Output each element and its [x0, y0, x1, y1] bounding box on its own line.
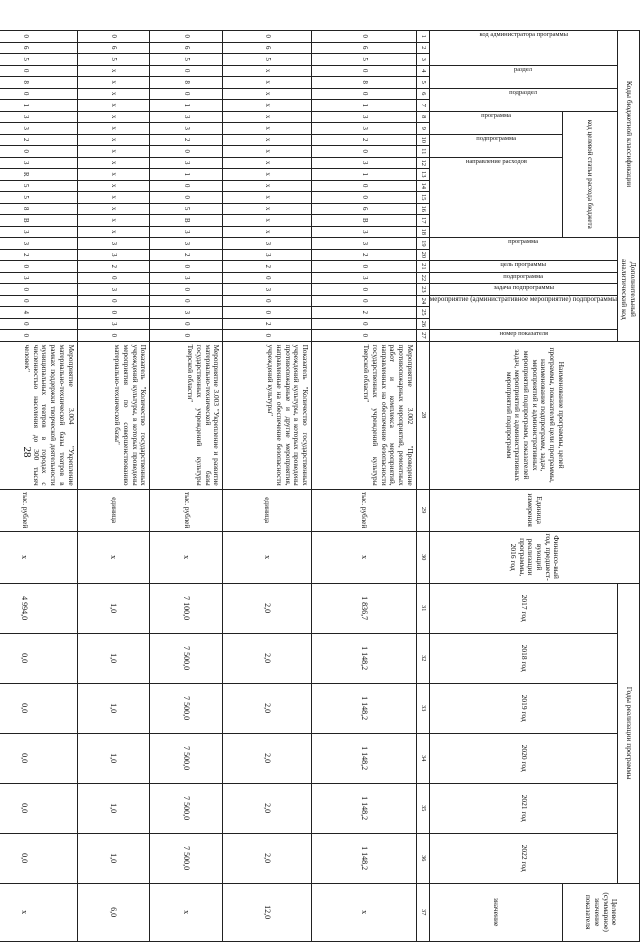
code-digit: 0 [312, 31, 417, 43]
code-digit: х [77, 169, 150, 181]
column-number: 3 [416, 54, 429, 66]
header-podprogramma2: подпрограмма [503, 272, 544, 280]
row-year-value: 1,0 [77, 833, 150, 883]
code-digit: 3 [150, 111, 223, 123]
column-number: 18 [416, 226, 429, 238]
column-number: 8 [416, 111, 429, 123]
row-year-value: 0,0 [0, 833, 77, 883]
code-digit: х [77, 157, 150, 169]
code-digit: 5 [0, 180, 77, 192]
code-digit: 3 [312, 111, 417, 123]
code-digit: 6 [312, 203, 417, 215]
code-digit: 0 [312, 261, 417, 273]
row-year-value: 7 100,0 [150, 583, 223, 633]
header-admin-code: код администратора программы [479, 31, 568, 38]
code-digit: 3 [150, 157, 223, 169]
year-2021: 2021 год [429, 783, 617, 833]
header-cel: цель программы [500, 261, 547, 269]
row-unit: единица [223, 489, 312, 531]
column-number: 1 [416, 31, 429, 43]
code-digit: 0 [77, 31, 150, 43]
code-digit: 2 [150, 249, 223, 261]
header-pokazatel: номер показателя [499, 330, 548, 338]
row-year-value: 0,0 [0, 683, 77, 733]
code-digit: 3 [150, 307, 223, 319]
table-row [150, 31, 223, 942]
column-number: 6 [416, 88, 429, 100]
header-program: программа [508, 238, 539, 246]
code-digit: 0 [150, 88, 223, 100]
year-2018: 2018 год [429, 633, 617, 683]
row-base-year: х [150, 531, 223, 583]
row-year-value: 1 148,2 [312, 783, 417, 833]
code-digit: х [223, 215, 312, 227]
year-2019: 2019 год [429, 683, 617, 733]
code-digit: 3 [223, 249, 312, 261]
code-digit: 3 [0, 123, 77, 135]
code-digit: 2 [0, 134, 77, 146]
code-digit: 6 [223, 42, 312, 54]
code-digit: 1 [150, 169, 223, 181]
code-digit: 8 [0, 77, 77, 89]
row-year-value: 1 148,2 [312, 833, 417, 883]
code-digit: х [223, 203, 312, 215]
code-digit: х [77, 88, 150, 100]
code-digit: R [0, 169, 77, 181]
code-digit: х [77, 65, 150, 77]
column-number: 26 [416, 318, 429, 330]
code-digit: 0 [312, 180, 417, 192]
row-target: х [312, 883, 417, 941]
header-years-group: Годы реализации программы [618, 583, 640, 883]
code-digit: х [223, 169, 312, 181]
column-number: 22 [416, 272, 429, 284]
code-digit: х [77, 100, 150, 112]
header-name-col: Наименование программы, целей программы, показателей цели программы, наименование подпрограмм, задач, мероприятий и административных мероприятий подпрограмм, показателей задач, мероприятий и административных мероприятий подпрограмм [429, 341, 639, 489]
column-number: 13 [416, 169, 429, 181]
table-row [223, 31, 312, 942]
column-number: 31 [416, 583, 429, 633]
code-digit: 3 [77, 238, 150, 250]
code-digit: х [223, 111, 312, 123]
code-digit: 0 [0, 318, 77, 330]
row-target: х [0, 883, 77, 941]
column-number: 15 [416, 192, 429, 204]
code-digit: 0 [0, 261, 77, 273]
code-digit: х [77, 77, 150, 89]
row-year-value: 0,0 [0, 633, 77, 683]
code-digit: 2 [77, 261, 150, 273]
code-digit: 0 [0, 31, 77, 43]
header-podrazdel: подраздел [509, 88, 538, 96]
column-number: 23 [416, 284, 429, 296]
code-digit: 0 [150, 192, 223, 204]
column-number: 17 [416, 215, 429, 227]
code-digit: 6 [312, 42, 417, 54]
code-digit: 3 [312, 238, 417, 250]
code-digit: 3 [150, 272, 223, 284]
code-digit: 1 [312, 169, 417, 181]
code-digit: 2 [312, 307, 417, 319]
code-digit: 8 [150, 77, 223, 89]
row-name: Показатель "Количество государственных учреждений культуры, в которых проведены мероприятия по совершенствованию материально-технической базы" [77, 341, 150, 489]
row-year-value: 7 500,0 [150, 633, 223, 683]
code-digit: 6 [150, 42, 223, 54]
code-digit: х [223, 134, 312, 146]
code-digit: 0 [150, 295, 223, 307]
code-digit: х [223, 123, 312, 135]
code-digit: 0 [312, 330, 417, 342]
code-digit: 1 [0, 100, 77, 112]
code-digit: х [223, 226, 312, 238]
code-digit: 0 [223, 330, 312, 342]
code-digit: 3 [0, 226, 77, 238]
code-digit: 3 [312, 226, 417, 238]
column-number: 12 [416, 157, 429, 169]
code-digit: 0 [223, 272, 312, 284]
header-analytic-group: Дополнительный аналитический код [618, 238, 640, 342]
code-digit: х [223, 146, 312, 158]
code-digit: 0 [312, 318, 417, 330]
code-digit: 5 [150, 203, 223, 215]
column-number: 20 [416, 249, 429, 261]
code-digit: х [223, 77, 312, 89]
code-digit: 6 [77, 42, 150, 54]
header-podprogramma: подпрограмма [476, 134, 516, 142]
row-year-value: 0,0 [0, 783, 77, 833]
code-digit: 3 [0, 272, 77, 284]
code-digit: 3 [77, 249, 150, 261]
row-name: Мероприятие 3.003 "Укрепление и развитие материально-технической базы государственных учреждений культуры Тверской области" [150, 341, 223, 489]
code-digit: 2 [223, 318, 312, 330]
row-year-value: 1 148,2 [312, 633, 417, 683]
column-number: 35 [416, 783, 429, 833]
column-number: 37 [416, 883, 429, 941]
code-digit: 0 [77, 330, 150, 342]
column-number: 36 [416, 833, 429, 883]
row-year-value: 1,0 [77, 733, 150, 783]
code-digit: 1 [150, 100, 223, 112]
row-base-year: х [0, 531, 77, 583]
code-digit: 0 [312, 146, 417, 158]
row-name: Мероприятие 3.002 "Проведение противопожарных мероприятий, ремонтных работ и комплекса мероприятий, направленных на обеспечение безопасности государственных учреждений культуры Тверской области" [312, 341, 417, 489]
code-digit: 0 [150, 31, 223, 43]
column-number: 11 [416, 146, 429, 158]
code-digit: 3 [0, 238, 77, 250]
code-digit: 0 [77, 307, 150, 319]
header-fin-year: Финансо-вый год, предшест-вующий реализации программы, 2016 год [429, 531, 639, 583]
header-napr-rashoda: направление расходов [465, 157, 527, 165]
code-digit: 3 [0, 111, 77, 123]
header-kcsr: код целевой статьи расхода бюджета [563, 111, 618, 238]
code-digit: 3 [0, 157, 77, 169]
column-number: 28 [416, 341, 429, 489]
row-year-value: 0,0 [0, 733, 77, 783]
code-digit: х [77, 111, 150, 123]
code-digit: 0 [312, 295, 417, 307]
code-digit: х [77, 134, 150, 146]
year-2022: 2022 год [429, 833, 617, 883]
code-digit: B [150, 215, 223, 227]
row-year-value: 2,0 [223, 783, 312, 833]
code-digit: 2 [312, 249, 417, 261]
row-year-value: 1 836,7 [312, 583, 417, 633]
code-digit: х [223, 192, 312, 204]
program-table [0, 30, 640, 942]
code-digit: 6 [0, 42, 77, 54]
row-year-value: 2,0 [223, 633, 312, 683]
table-sheet [20, 30, 640, 932]
code-digit: х [223, 157, 312, 169]
code-digit: B [312, 215, 417, 227]
header-zadacha: задача подпрограммы [493, 284, 554, 292]
column-number: 16 [416, 203, 429, 215]
code-digit: 0 [150, 284, 223, 296]
code-digit: х [223, 180, 312, 192]
code-digit: 8 [0, 203, 77, 215]
column-number: 24 [416, 295, 429, 307]
code-digit: 0 [223, 295, 312, 307]
column-numbers-row [416, 31, 429, 942]
code-digit: 3 [312, 157, 417, 169]
code-digit: 0 [77, 295, 150, 307]
code-digit: 3 [223, 238, 312, 250]
code-digit: х [223, 65, 312, 77]
row-name: Мероприятие 3.004 "Укрепление материально-технической базы театров в рамках поддержки творческой деятельности муниципальных театров в городах с численностью населения до 300 тысяч человек" [0, 341, 77, 489]
code-digit: 0 [150, 261, 223, 273]
table-row [0, 31, 77, 942]
row-year-value: 1 148,2 [312, 733, 417, 783]
row-year-value: 1,0 [77, 583, 150, 633]
code-digit: 0 [312, 284, 417, 296]
code-digit: 5 [223, 54, 312, 66]
row-year-value: 2,0 [223, 583, 312, 633]
column-number: 21 [416, 261, 429, 273]
row-year-value: 1,0 [77, 683, 150, 733]
code-digit: 5 [150, 54, 223, 66]
row-year-value: 1 148,2 [312, 683, 417, 733]
year-2017: 2017 год [429, 583, 617, 633]
code-digit: 3 [150, 226, 223, 238]
row-name: Показатель "Количество государственных учреждений культуры, в которых проведены противопожарные и другие мероприятия, направленные на обеспечение безопасности учреждений культуры" [223, 341, 312, 489]
code-digit: 0 [0, 146, 77, 158]
row-year-value: 2,0 [223, 733, 312, 783]
code-digit: х [77, 180, 150, 192]
table-row [312, 31, 417, 942]
code-digit: B [0, 215, 77, 227]
code-digit: х [77, 226, 150, 238]
column-number: 25 [416, 307, 429, 319]
column-number: 7 [416, 100, 429, 112]
table-row [77, 31, 150, 942]
row-year-value: 2,0 [223, 683, 312, 733]
column-number: 34 [416, 733, 429, 783]
code-digit: 3 [223, 284, 312, 296]
row-target: 12,0 [223, 883, 312, 941]
code-digit: 0 [150, 330, 223, 342]
row-year-value: 7 500,0 [150, 683, 223, 733]
code-digit: 3 [77, 284, 150, 296]
header-programma: программа [481, 111, 511, 119]
code-digit: 3 [150, 238, 223, 250]
column-number: 19 [416, 238, 429, 250]
header-znachenie: значение [429, 883, 562, 941]
code-digit: х [77, 192, 150, 204]
column-number: 4 [416, 65, 429, 77]
column-number: 32 [416, 633, 429, 683]
code-digit: 2 [223, 261, 312, 273]
row-year-value: 1,0 [77, 633, 150, 683]
header-razdel: раздел [514, 65, 533, 73]
code-digit: 0 [150, 318, 223, 330]
code-digit: 2 [0, 249, 77, 261]
code-digit: 0 [150, 180, 223, 192]
code-digit: 3 [312, 123, 417, 135]
code-digit: х [223, 100, 312, 112]
column-number: 5 [416, 77, 429, 89]
row-year-value: 7 500,0 [150, 733, 223, 783]
code-digit: х [77, 146, 150, 158]
code-digit: 2 [150, 134, 223, 146]
row-unit: тыс. рублей [0, 489, 77, 531]
row-year-value: 1,0 [77, 783, 150, 833]
row-base-year: х [223, 531, 312, 583]
code-digit: 0 [0, 330, 77, 342]
code-digit: 0 [223, 31, 312, 43]
code-digit: 5 [0, 54, 77, 66]
code-digit: 0 [0, 88, 77, 100]
code-digit: 5 [77, 54, 150, 66]
header-codes-group: Коды бюджетной классификации [618, 31, 640, 238]
row-year-value: 2,0 [223, 833, 312, 883]
column-number: 9 [416, 123, 429, 135]
code-digit: 0 [312, 192, 417, 204]
header-unit-col: Единица измерения [429, 489, 639, 531]
code-digit: 3 [150, 123, 223, 135]
column-number: 10 [416, 134, 429, 146]
code-digit: 2 [312, 134, 417, 146]
code-digit: х [77, 215, 150, 227]
code-digit: 3 [77, 318, 150, 330]
code-digit: 0 [150, 146, 223, 158]
code-digit: 8 [312, 77, 417, 89]
row-base-year: х [77, 531, 150, 583]
row-unit: тыс. рублей [150, 489, 223, 531]
code-digit: 0 [0, 65, 77, 77]
code-digit: 4 [0, 307, 77, 319]
row-year-value: 7 500,0 [150, 783, 223, 833]
code-digit: 3 [312, 272, 417, 284]
code-digit: х [77, 203, 150, 215]
column-number: 33 [416, 683, 429, 733]
column-number: 14 [416, 180, 429, 192]
row-target: х [150, 883, 223, 941]
code-digit: 0 [0, 284, 77, 296]
column-number: 2 [416, 42, 429, 54]
row-year-value: 7 500,0 [150, 833, 223, 883]
column-number: 27 [416, 330, 429, 342]
code-digit: 1 [312, 100, 417, 112]
year-2020: 2020 год [429, 733, 617, 783]
row-unit: единица [77, 489, 150, 531]
row-target: 6,0 [77, 883, 150, 941]
code-digit: 0 [0, 295, 77, 307]
header-target-group: Целевое (суммарное) значение показателя [563, 883, 640, 941]
code-digit: х [223, 88, 312, 100]
column-number: 30 [416, 531, 429, 583]
code-digit: 0 [223, 307, 312, 319]
code-digit: 5 [0, 192, 77, 204]
code-digit: 0 [150, 65, 223, 77]
column-number: 29 [416, 489, 429, 531]
code-digit: 0 [77, 272, 150, 284]
code-digit: 5 [312, 54, 417, 66]
code-digit: 0 [312, 88, 417, 100]
page-number: 28 [21, 446, 33, 458]
row-unit: тыс. рублей [312, 489, 417, 531]
header-meropr: мероприятие (административное мероприятие) подпрограммы [429, 294, 617, 303]
code-digit: х [77, 123, 150, 135]
code-digit: 0 [312, 65, 417, 77]
row-year-value: 4 994,0 [0, 583, 77, 633]
row-base-year: х [312, 531, 417, 583]
